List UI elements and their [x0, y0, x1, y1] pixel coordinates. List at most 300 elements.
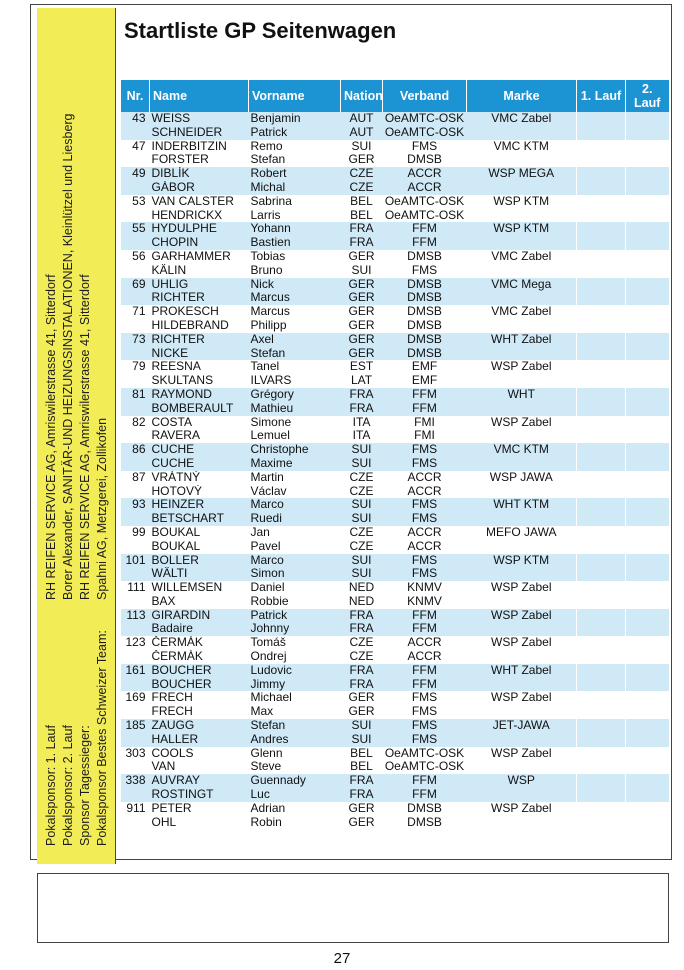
- driver-firstname: Martin: [250, 470, 284, 484]
- driver-firstname: Patrick: [249, 609, 341, 623]
- passenger-firstname: Mathieu: [249, 402, 341, 416]
- driver-name: FRECH: [151, 691, 193, 705]
- passenger-nation: SUI: [341, 567, 383, 581]
- start-number: 93: [121, 498, 150, 526]
- driver-federation: FFM: [383, 222, 467, 236]
- table-row-driver: [121, 636, 669, 650]
- passenger-federation: FMS: [383, 457, 467, 471]
- passenger-name: BETSCHART: [150, 512, 249, 526]
- table-row-driver: [121, 305, 669, 319]
- passenger-name: HILDEBRAND: [151, 318, 229, 332]
- passenger-federation: FMI: [414, 429, 435, 443]
- start-number: 43: [121, 112, 150, 140]
- result-lauf-1: [577, 195, 626, 223]
- driver-firstname: Remo: [250, 139, 283, 153]
- start-number: 111: [127, 581, 146, 595]
- machine-brand: VMC Zabel: [467, 112, 577, 140]
- driver-name: GARHAMMER: [151, 249, 231, 263]
- header-verband: Verband: [383, 80, 467, 112]
- machine-brand: JET-JAWA: [467, 719, 577, 747]
- passenger-nation: GER: [341, 347, 383, 361]
- passenger-firstname: Maxime: [249, 457, 341, 471]
- sponsor-name: Borer Alexander, SANITÄR-UND HEIZUNGSINSTALATIONEN, Kleinlützel und Liesberg: [61, 113, 76, 600]
- table-row-driver: [121, 664, 669, 678]
- passenger-name: HENDRICKX: [151, 208, 223, 222]
- driver-federation: EMF: [411, 360, 438, 374]
- passenger-nation: GER: [341, 291, 383, 305]
- result-lauf-1: [577, 719, 626, 747]
- driver-name: WEISS: [150, 112, 249, 126]
- start-number: 161: [121, 664, 150, 692]
- sponsor-role: Pokalsponsor: 2. Lauf: [61, 725, 76, 846]
- result-lauf-1: [577, 112, 626, 140]
- machine-brand: WSP MEGA: [467, 167, 577, 195]
- driver-nation: CZE: [349, 636, 374, 650]
- driver-nation: GER: [348, 691, 375, 705]
- sponsor-role: Pokalsponsor: 1. Lauf: [44, 725, 59, 846]
- driver-name: PETER: [151, 801, 192, 815]
- result-lauf-2: [626, 747, 669, 775]
- passenger-name: BAX: [151, 594, 176, 608]
- result-lauf-1: [577, 581, 626, 609]
- result-lauf-1: [577, 498, 626, 526]
- passenger-federation: ACCR: [383, 181, 467, 195]
- passenger-firstname: Ondrej: [250, 650, 287, 664]
- machine-brand: WSP Zabel: [491, 746, 552, 760]
- start-number: 55: [121, 222, 150, 250]
- driver-federation: FMS: [383, 554, 467, 568]
- driver-firstname: Adrian: [250, 801, 286, 815]
- driver-nation: CZE: [341, 167, 383, 181]
- driver-firstname: Michael: [250, 691, 292, 705]
- header-lauf-1: 1. Lauf: [577, 80, 626, 112]
- table-row-driver: [121, 195, 669, 209]
- passenger-name: BOUCHER: [150, 678, 249, 692]
- driver-firstname: Daniel: [250, 581, 285, 595]
- driver-federation: DMSB: [383, 278, 467, 292]
- header-name: Name: [150, 80, 249, 112]
- start-number: 82: [132, 415, 146, 429]
- machine-brand: WSP Zabel: [467, 609, 577, 637]
- result-lauf-2: [626, 416, 669, 444]
- passenger-firstname: Bruno: [250, 263, 283, 277]
- machine-brand: WHT Zabel: [467, 333, 577, 361]
- result-lauf-1: [577, 471, 626, 499]
- passenger-firstname: Max: [250, 705, 274, 719]
- driver-firstname: Grégory: [249, 388, 341, 402]
- result-lauf-2: [626, 250, 669, 278]
- table-row-driver: [121, 222, 669, 236]
- machine-brand: WSP Zabel: [491, 360, 552, 374]
- driver-firstname: Marcus: [250, 305, 290, 319]
- driver-name: VRÁTNÝ: [151, 470, 201, 484]
- result-lauf-2: [626, 774, 669, 802]
- start-number: 81: [121, 388, 150, 416]
- machine-brand: WSP Zabel: [491, 801, 552, 815]
- driver-name: RICHTER: [150, 333, 249, 347]
- passenger-nation: GER: [348, 153, 375, 167]
- driver-nation: CZE: [349, 525, 374, 539]
- driver-nation: ITA: [352, 415, 371, 429]
- machine-brand: WSP Zabel: [491, 415, 552, 429]
- passenger-firstname: Philipp: [250, 318, 287, 332]
- sponsor-line: [61, 8, 75, 846]
- result-lauf-2: [626, 609, 669, 637]
- passenger-federation: FFM: [383, 622, 467, 636]
- driver-nation: FRA: [341, 222, 383, 236]
- passenger-nation: FRA: [341, 236, 383, 250]
- driver-nation: GER: [348, 249, 375, 263]
- passenger-nation: BEL: [350, 760, 373, 774]
- table-row-driver: [121, 498, 669, 512]
- start-number: 56: [132, 249, 146, 263]
- result-lauf-2: [626, 195, 669, 223]
- driver-nation: BEL: [350, 746, 373, 760]
- result-lauf-2: [626, 140, 669, 168]
- driver-nation: FRA: [341, 774, 383, 788]
- driver-name: RAYMOND: [150, 388, 249, 402]
- result-lauf-1: [577, 167, 626, 195]
- table-row-driver: [121, 747, 669, 761]
- result-lauf-1: [577, 443, 626, 471]
- passenger-federation: OeAMTC-OSK: [383, 126, 467, 140]
- driver-nation: GER: [348, 801, 375, 815]
- driver-firstname: Ludovic: [249, 664, 341, 678]
- driver-nation: NED: [348, 581, 375, 595]
- start-list-table: [120, 80, 669, 829]
- result-lauf-2: [626, 498, 669, 526]
- start-number: 73: [121, 333, 150, 361]
- passenger-firstname: Johnny: [249, 622, 341, 636]
- passenger-nation: FRA: [341, 402, 383, 416]
- result-lauf-2: [626, 222, 669, 250]
- result-lauf-1: [577, 554, 626, 582]
- table-row-driver: [121, 250, 669, 264]
- passenger-federation: ACCR: [407, 650, 442, 664]
- result-lauf-2: [626, 554, 669, 582]
- passenger-name: BOUKAL: [151, 539, 201, 553]
- passenger-nation: LAT: [350, 374, 373, 388]
- driver-nation: FRA: [341, 388, 383, 402]
- result-lauf-1: [577, 526, 626, 554]
- passenger-name: WÄLTI: [150, 567, 249, 581]
- passenger-federation: ACCR: [407, 484, 442, 498]
- passenger-name: Badaire: [150, 622, 249, 636]
- result-lauf-1: [577, 416, 626, 444]
- driver-federation: OeAMTC-OSK: [384, 194, 465, 208]
- passenger-nation: FRA: [341, 788, 383, 802]
- driver-nation: SUI: [341, 443, 383, 457]
- passenger-firstname: Andres: [249, 733, 341, 747]
- passenger-name: NICKE: [150, 347, 249, 361]
- passenger-nation: BEL: [350, 208, 373, 222]
- passenger-federation: FFM: [383, 236, 467, 250]
- passenger-name: CUCHE: [150, 457, 249, 471]
- result-lauf-1: [577, 333, 626, 361]
- passenger-federation: DMSB: [407, 815, 442, 829]
- result-lauf-1: [577, 140, 626, 168]
- passenger-federation: DMSB: [407, 318, 442, 332]
- table-row-driver: [121, 360, 669, 374]
- driver-firstname: Tomáš: [250, 636, 286, 650]
- start-number: 113: [121, 609, 150, 637]
- passenger-firstname: Patrick: [249, 126, 341, 140]
- passenger-nation: SUI: [341, 733, 383, 747]
- header-marke: Marke: [467, 80, 577, 112]
- passenger-federation: FFM: [383, 678, 467, 692]
- machine-brand: VMC KTM: [467, 443, 577, 471]
- driver-firstname: Marco: [249, 498, 341, 512]
- driver-federation: FMI: [414, 415, 435, 429]
- passenger-name: ČERMÁK: [151, 650, 203, 664]
- passenger-federation: FMS: [411, 705, 438, 719]
- machine-brand: VMC Zabel: [491, 305, 552, 319]
- passenger-firstname: Stefan: [250, 153, 286, 167]
- driver-federation: ACCR: [407, 636, 442, 650]
- sponsor-line: [78, 8, 92, 846]
- passenger-federation: FFM: [383, 402, 467, 416]
- driver-nation: SUI: [341, 498, 383, 512]
- passenger-name: FRECH: [151, 705, 193, 719]
- result-lauf-1: [577, 664, 626, 692]
- driver-federation: OeAMTC-OSK: [384, 746, 465, 760]
- start-number: 123: [125, 636, 146, 650]
- result-lauf-2: [626, 305, 669, 333]
- passenger-firstname: Simon: [249, 567, 341, 581]
- passenger-nation: CZE: [349, 484, 374, 498]
- driver-nation: GER: [341, 333, 383, 347]
- driver-firstname: Christophe: [249, 443, 341, 457]
- result-lauf-1: [577, 747, 626, 775]
- passenger-firstname: Jimmy: [249, 678, 341, 692]
- driver-nation: SUI: [351, 139, 372, 153]
- passenger-federation: FMS: [383, 733, 467, 747]
- passenger-federation: FFM: [383, 788, 467, 802]
- driver-federation: FFM: [383, 664, 467, 678]
- passenger-nation: CZE: [341, 181, 383, 195]
- driver-nation: CZE: [349, 470, 374, 484]
- passenger-nation: GER: [348, 815, 375, 829]
- passenger-nation: CZE: [349, 539, 374, 553]
- passenger-firstname: Václav: [250, 484, 287, 498]
- machine-brand: WSP JAWA: [489, 470, 553, 484]
- table-row-driver: [121, 333, 669, 347]
- driver-federation: FFM: [383, 388, 467, 402]
- passenger-name: RAVERA: [151, 429, 200, 443]
- driver-name: ZAUGG: [150, 719, 249, 733]
- entries-body: [121, 112, 669, 829]
- table-row-driver: [121, 112, 669, 126]
- machine-brand: WSP Zabel: [491, 581, 552, 595]
- start-number: 71: [132, 305, 146, 319]
- driver-name: BOUKAL: [151, 525, 201, 539]
- driver-federation: ACCR: [407, 470, 442, 484]
- header-nation: Nation: [341, 80, 383, 112]
- start-number: 47: [132, 139, 146, 153]
- driver-nation: GER: [348, 305, 375, 319]
- driver-name: COOLS: [151, 746, 194, 760]
- start-number: 338: [121, 774, 150, 802]
- driver-federation: FFM: [383, 774, 467, 788]
- driver-name: VAN CALSTER: [151, 194, 234, 208]
- driver-nation: SUI: [341, 554, 383, 568]
- passenger-nation: SUI: [341, 512, 383, 526]
- result-lauf-2: [626, 278, 669, 306]
- machine-brand: WHT Zabel: [467, 664, 577, 692]
- sponsor-list: [37, 8, 116, 864]
- start-number: 69: [121, 278, 150, 306]
- passenger-federation: FMS: [383, 512, 467, 526]
- driver-federation: KNMV: [407, 581, 442, 595]
- result-lauf-2: [626, 388, 669, 416]
- driver-nation: EST: [349, 360, 374, 374]
- header-vorname: Vorname: [249, 80, 341, 112]
- driver-firstname: Simone: [250, 415, 292, 429]
- passenger-firstname: Bastien: [249, 236, 341, 250]
- machine-brand: WHT KTM: [467, 498, 577, 526]
- driver-federation: FMS: [411, 691, 438, 705]
- driver-firstname: Guennady: [249, 774, 341, 788]
- result-lauf-1: [577, 636, 626, 664]
- driver-firstname: Tanel: [250, 360, 280, 374]
- sponsor-sidebar: [37, 8, 116, 864]
- machine-brand: WSP KTM: [467, 222, 577, 250]
- table-row-driver: [121, 802, 669, 816]
- result-lauf-2: [626, 443, 669, 471]
- start-number: 169: [125, 691, 146, 705]
- passenger-firstname: Larris: [250, 208, 281, 222]
- result-lauf-1: [577, 360, 626, 388]
- table-row-driver: [121, 471, 669, 485]
- result-lauf-1: [577, 774, 626, 802]
- driver-name: AUVRAY: [150, 774, 249, 788]
- result-lauf-1: [577, 305, 626, 333]
- table-row-driver: [121, 388, 669, 402]
- passenger-nation: SUI: [351, 263, 372, 277]
- result-lauf-2: [626, 636, 669, 664]
- machine-brand: WSP KTM: [467, 554, 577, 582]
- page-title: Startliste GP Seitenwagen: [124, 18, 397, 43]
- table-row-driver: [121, 278, 669, 292]
- table-row-driver: [121, 167, 669, 181]
- passenger-firstname: Luc: [249, 788, 341, 802]
- passenger-firstname: Marcus: [249, 291, 341, 305]
- table-row-driver: [121, 554, 669, 568]
- machine-brand: WSP Zabel: [491, 691, 552, 705]
- result-lauf-2: [626, 360, 669, 388]
- result-lauf-1: [577, 609, 626, 637]
- result-lauf-2: [626, 526, 669, 554]
- driver-name: COSTA: [151, 415, 192, 429]
- result-lauf-2: [626, 471, 669, 499]
- driver-firstname: Axel: [249, 333, 341, 347]
- machine-brand: VMC Zabel: [491, 249, 552, 263]
- driver-name: REESNA: [151, 360, 201, 374]
- table-row-driver: [121, 691, 669, 705]
- table-row-driver: [121, 443, 669, 457]
- start-number: 87: [132, 470, 146, 484]
- passenger-federation: FMS: [383, 567, 467, 581]
- passenger-name: HALLER: [150, 733, 249, 747]
- result-lauf-1: [577, 278, 626, 306]
- result-lauf-2: [626, 333, 669, 361]
- passenger-name: SKULTANS: [151, 374, 214, 388]
- passenger-name: GÁBOR: [150, 181, 249, 195]
- machine-brand: WSP Zabel: [491, 636, 552, 650]
- machine-brand: WSP: [467, 774, 577, 802]
- passenger-federation: EMF: [411, 374, 438, 388]
- passenger-nation: ITA: [352, 429, 371, 443]
- driver-firstname: Robert: [249, 167, 341, 181]
- passenger-firstname: Robbie: [250, 594, 289, 608]
- driver-name: BOUCHER: [150, 664, 249, 678]
- start-number: 185: [121, 719, 150, 747]
- table-row-driver: [121, 416, 669, 430]
- passenger-nation: FRA: [341, 622, 383, 636]
- machine-brand: WSP KTM: [493, 194, 550, 208]
- result-lauf-2: [626, 802, 669, 830]
- passenger-firstname: Lemuel: [250, 429, 290, 443]
- passenger-nation: CZE: [349, 650, 374, 664]
- start-number: 911: [126, 801, 146, 815]
- passenger-federation: OeAMTC-OSK: [384, 760, 465, 774]
- passenger-firstname: Robin: [250, 815, 282, 829]
- page-number: 27: [333, 950, 351, 967]
- header-nr: Nr.: [121, 80, 150, 112]
- passenger-name: SCHNEIDER: [150, 126, 249, 140]
- machine-brand: MEFO JAWA: [486, 525, 557, 539]
- driver-name: GIRARDIN: [150, 609, 249, 623]
- passenger-firstname: Stefan: [249, 347, 341, 361]
- passenger-name: ROSTINGT: [150, 788, 249, 802]
- notes-box: [37, 873, 669, 943]
- table-row-driver: [121, 140, 669, 154]
- driver-nation: AUT: [341, 112, 383, 126]
- driver-firstname: Glenn: [250, 746, 283, 760]
- header-lauf-2: 2. Lauf: [626, 80, 669, 112]
- sponsor-name: Spahni AG, Metzgerei, Zollikofen: [94, 417, 109, 600]
- driver-federation: DMSB: [383, 333, 467, 347]
- sponsor-role: Pokalsponsor Bestes Schweizer Team:: [94, 630, 109, 846]
- table-row-driver: [121, 719, 669, 733]
- driver-name: INDERBITZIN: [151, 139, 227, 153]
- result-lauf-2: [626, 664, 669, 692]
- driver-federation: DMSB: [407, 801, 442, 815]
- table-row-driver: [121, 526, 669, 540]
- passenger-federation: FMS: [411, 263, 438, 277]
- driver-nation: FRA: [341, 609, 383, 623]
- result-lauf-2: [626, 691, 669, 719]
- passenger-nation: GER: [348, 705, 375, 719]
- passenger-nation: GER: [348, 318, 375, 332]
- driver-name: ČERMÁK: [151, 636, 203, 650]
- driver-firstname: Sabrina: [250, 194, 292, 208]
- passenger-firstname: Michal: [249, 181, 341, 195]
- driver-firstname: Nick: [249, 278, 341, 292]
- driver-name: PROKESCH: [151, 305, 219, 319]
- driver-name: HEINZER: [150, 498, 249, 512]
- sponsor-line: [95, 8, 109, 846]
- passenger-name: BOMBERAULT: [150, 402, 249, 416]
- driver-firstname: Marco: [249, 554, 341, 568]
- passenger-name: KÄLIN: [151, 263, 187, 277]
- driver-nation: GER: [341, 278, 383, 292]
- driver-firstname: Stefan: [249, 719, 341, 733]
- passenger-firstname: Pavel: [250, 539, 281, 553]
- sponsor-line: [44, 8, 58, 846]
- result-lauf-1: [577, 691, 626, 719]
- passenger-firstname: Ruedi: [249, 512, 341, 526]
